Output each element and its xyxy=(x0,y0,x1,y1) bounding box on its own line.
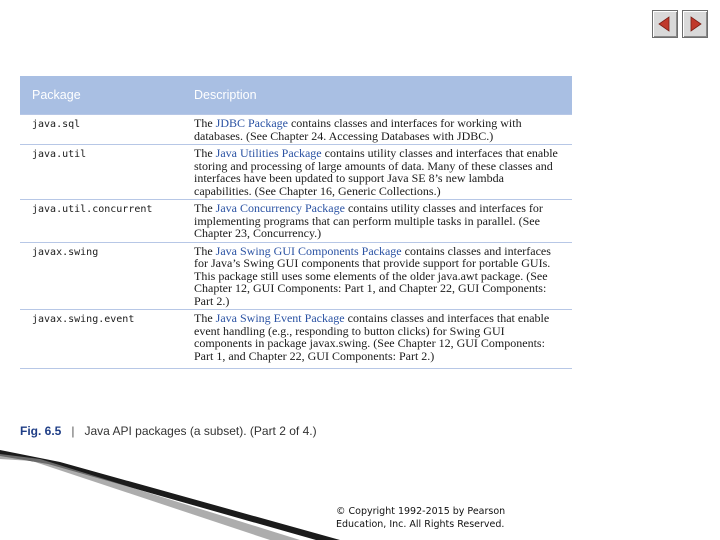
header-description: Description xyxy=(194,88,257,102)
description-text: contains utility classes and interfaces that enable storing and processing of large amounts of data. Many of these classes and interfaces have been updated to support Java SE 8’s new lambda capabilities. (See Chapter 16, Generic Collections.) xyxy=(194,146,558,198)
package-title: Java Concurrency Package xyxy=(215,201,345,215)
package-name: javax.swing.event xyxy=(32,314,135,325)
figure-number: Fig. 6.5 xyxy=(20,424,62,438)
triangle-right-icon xyxy=(687,16,703,32)
figure-caption xyxy=(20,424,317,438)
table-row xyxy=(20,199,572,242)
slide-navigation xyxy=(652,10,708,38)
next-slide-button[interactable] xyxy=(682,10,708,38)
table-header xyxy=(20,76,572,114)
table-row xyxy=(20,114,572,144)
description-text: The xyxy=(194,243,216,258)
description-text: contains classes and interfaces for Java’s Swing GUI components that provide support for portable GUIs. This package still uses some elements of the older java.awt package. (See Chapter 12, GUI Components: Part 1, and Chapter 22, GUI Components: Part 2.) xyxy=(194,243,551,308)
caption-text: Java API packages (a subset). (Part 2 of 4.) xyxy=(84,424,317,438)
description-text: contains classes and interfaces that enable event handling (e.g., responding to button clicks) for Swing GUI components in package javax.swing. (See Chapter 12, GUI Components: Part 1, and Chapter 22, GUI Components: Part 2.) xyxy=(194,311,550,363)
package-title: Java Swing GUI Components Package xyxy=(215,243,402,258)
package-name: java.sql xyxy=(32,119,81,130)
description-text: The xyxy=(194,311,216,325)
description-text: The xyxy=(194,116,216,130)
description-text: contains classes and interfaces for working with databases. (See Chapter 24. Accessing Databases with JDBC.) xyxy=(194,116,522,143)
package-name: javax.swing xyxy=(32,246,99,258)
package-description xyxy=(194,243,572,310)
package-description xyxy=(194,310,572,364)
description-text: contains utility classes and interfaces for implementing programs that can perform multiple tasks in parallel. (See Chapter 23, Concurrency.) xyxy=(194,201,543,240)
description-text: The xyxy=(194,201,216,215)
package-description xyxy=(194,200,572,242)
copyright-notice: © Copyright 1992-2015 by Pearson Education, Inc. All Rights Reserved. xyxy=(336,506,506,530)
package-title: JDBC Package xyxy=(215,116,288,130)
triangle-left-icon xyxy=(657,16,673,32)
package-name: java.util xyxy=(32,149,87,160)
table-row xyxy=(20,309,572,364)
java-api-packages-table xyxy=(20,76,572,369)
header-package: Package xyxy=(32,88,81,102)
package-title: Java Utilities Package xyxy=(215,146,322,160)
previous-slide-button[interactable] xyxy=(652,10,678,38)
package-description xyxy=(194,145,572,199)
table-bottom-rule xyxy=(20,364,572,369)
package-description xyxy=(194,115,572,144)
table-row xyxy=(20,242,572,310)
table-row xyxy=(20,144,572,199)
caption-separator: | xyxy=(71,424,75,438)
package-title: Java Swing Event Package xyxy=(215,311,345,325)
package-name: java.util.concurrent xyxy=(32,204,153,215)
description-text: The xyxy=(194,146,216,160)
